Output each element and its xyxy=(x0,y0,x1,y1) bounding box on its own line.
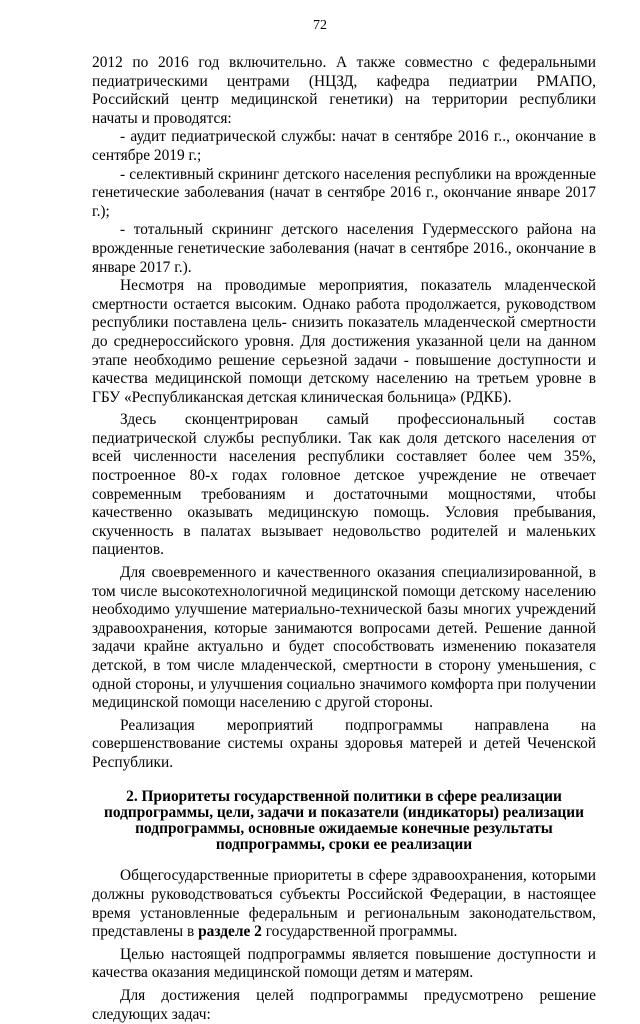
paragraph-text: государственной программы. xyxy=(261,923,458,941)
paragraph-text: Общегосударственные приоритеты в сфере здравоохранения, которыми должны руководствоваться субъекты Российской Федерации, в настоящее время установленные федеральным и региональным законодательством, представлены в xyxy=(92,867,596,941)
list-item: - тотальный скрининг детского населения Гудермесского района на врожденные генетические заболевания (начат в сентябре 2016., окончание в январе 2017 г.). xyxy=(92,221,596,276)
section-heading xyxy=(92,789,596,854)
bold-reference: разделе 2 xyxy=(198,923,262,941)
paragraph: Целью настоящей подпрограммы является повышение доступности и качества оказания медицинской помощи детям и матерям. xyxy=(92,945,596,982)
paragraph: Здесь сконцентрирован самый профессиональный состав педиатрической службы республики. Так как доля детского населения от всей численности населения республики составляет более чем 35%, построенное 80-х годах головное детское учреждение не отвечает современным требованиям и достаточными мощностями, чтобы качественно оказывать медицинскую помощь. Условия пребывания, скученность в палатах вызывает недовольство родителей и маленьких пациентов. xyxy=(92,411,596,559)
paragraph: 2012 по 2016 год включительно. А также совместно с федеральными педиатрическими центрами (НЦЗД, кафедра педиатрии РМАПО, Российский центр медицинской генетики) на территории республики начаты и проводятся: xyxy=(92,54,596,127)
paragraph: Для достижения целей подпрограммы предусмотрено решение следующих задач: xyxy=(92,986,596,1023)
paragraph: Для своевременного и качественного оказания специализированной, в том числе высокотехнологичной медицинской помощи детскому населению необходимо улучшение материально-технической базы многих учреждений здравоохранения, которые занимаются вопросами детей. Решение данной задачи крайне актуально и будет способствовать изменению показателя детской, в том числе младенческой, смертности в сторону уменьшения, с одной стороны, и улучшения социально значимого комфорта при получении медицинской помощи населению с другой стороны. xyxy=(92,564,596,712)
list-item: - аудит педиатрической службы: начат в сентябре 2016 г.., окончание в сентябре 2019 г.; xyxy=(92,128,596,164)
paragraph: Реализация мероприятий подпрограммы направлена на совершенствование системы охраны здоровья матерей и детей Чеченской Республики. xyxy=(92,716,596,771)
page-number: 72 xyxy=(313,18,327,33)
section-heading-line: подпрограммы, цели, задачи и показатели (индикаторы) реализации xyxy=(103,803,585,821)
document-body xyxy=(92,54,596,1024)
section-heading-line: подпрограммы, сроки ее реализации xyxy=(215,836,473,854)
section-heading-line: 2. Приоритеты государственной политики в сфере реализации xyxy=(126,787,562,805)
section-heading-line: подпрограммы, основные ожидаемые конечные результаты xyxy=(135,819,553,837)
list-item: - селективный скрининг детского населения республики на врожденные генетические заболевания (начат в сентябре 2016 г., окончание январе 2017 г.); xyxy=(92,165,596,220)
paragraph: Несмотря на проводимые мероприятия, показатель младенческой смертности остается высоким. Однако работа продолжается, руководством республики поставлена цель- снизить показатель младенческой смертности до среднероссийского уровня. Для достижения указанной цели на данном этапе необходимо решение серьезной задачи - повышение доступности и качества медицинской помощи детскому населению на третьем уровне в ГБУ «Республиканская детская клиническая больница» (РДКБ). xyxy=(92,277,596,406)
